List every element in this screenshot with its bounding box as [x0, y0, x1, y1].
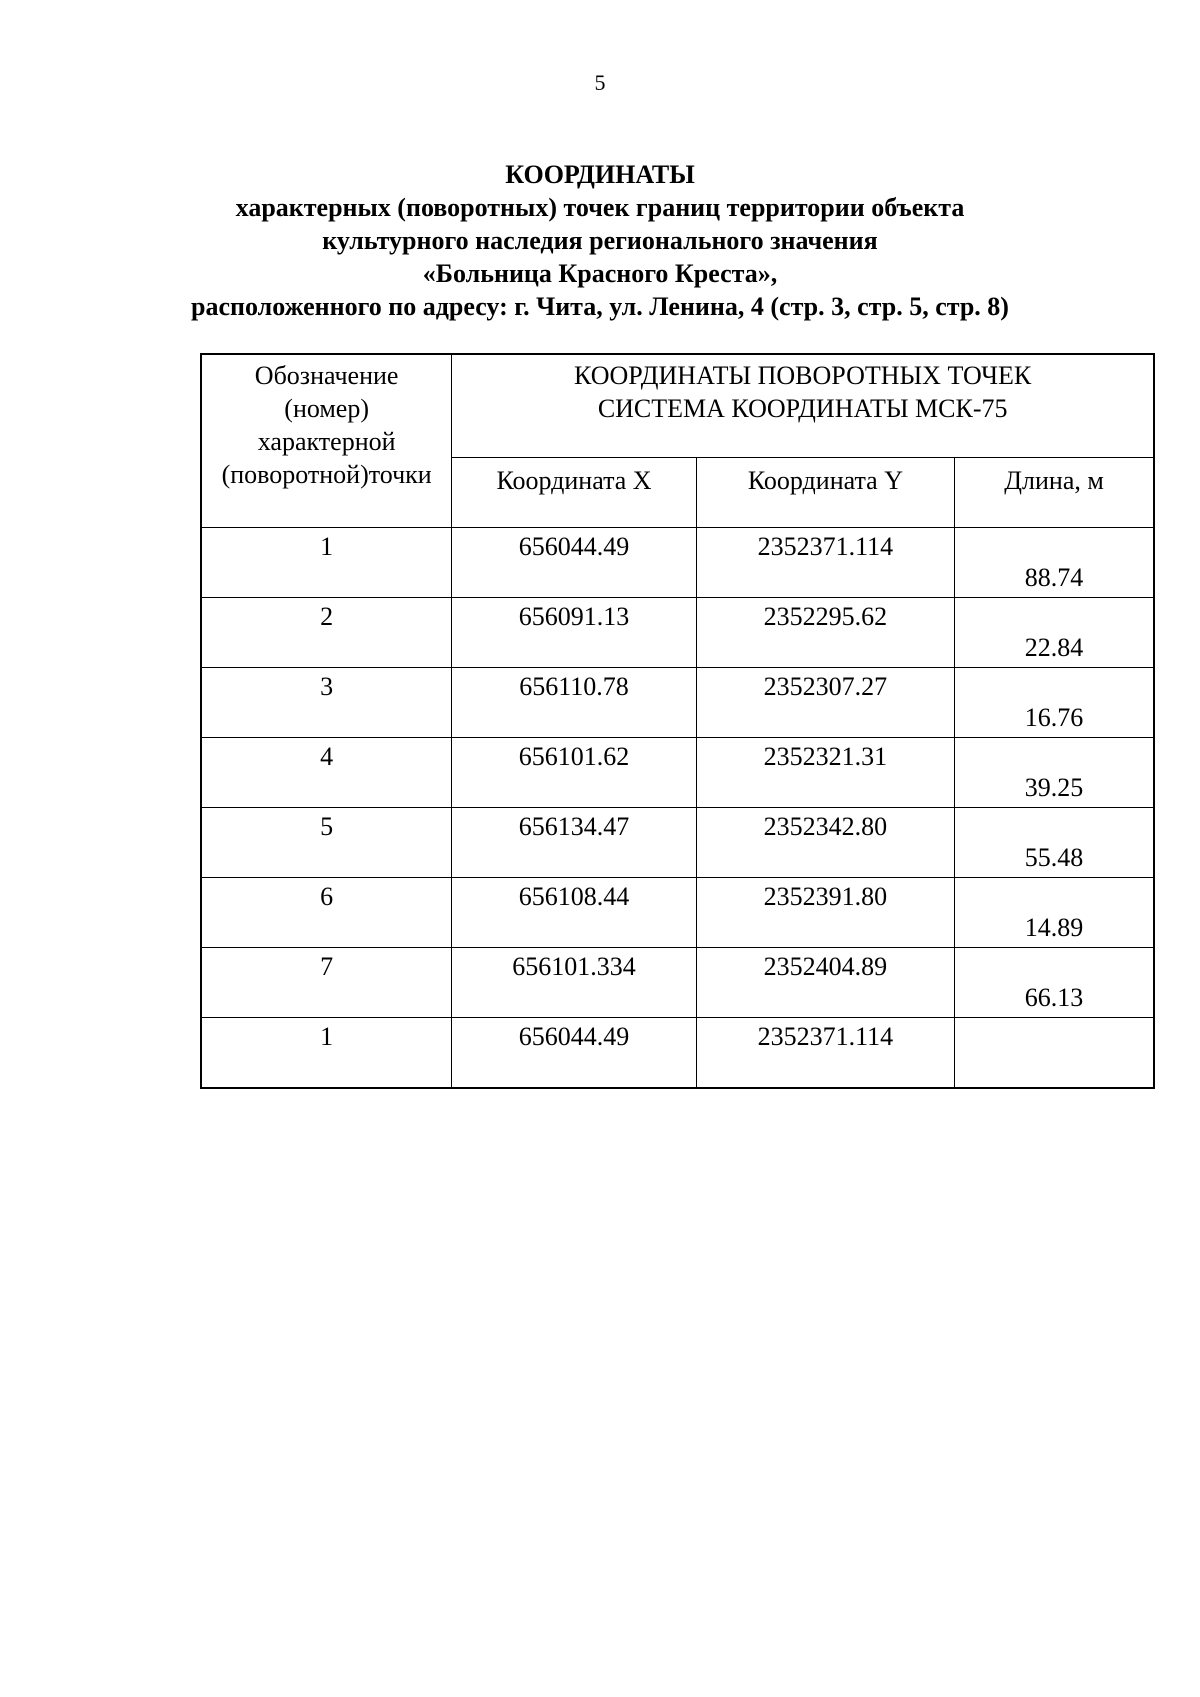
length-cell [955, 878, 1154, 948]
title-line: характерных (поворотных) точек границ территории объекта [235, 193, 965, 222]
table-row [201, 528, 1154, 598]
x-cell: 656101.334 [452, 948, 696, 1018]
point-cell: 1 [201, 1018, 452, 1089]
length-cell [955, 808, 1154, 878]
point-cell: 1 [201, 528, 452, 598]
group-header-line: СИСТЕМА КООРДИНАТЫ МСК-75 [597, 394, 1008, 423]
point-header-line: характерной [257, 427, 396, 456]
y-cell: 2352295.62 [696, 598, 954, 668]
length-cell [955, 668, 1154, 738]
table-row [201, 668, 1154, 738]
coordinates-group-header [452, 354, 1154, 458]
length-cell [955, 528, 1154, 598]
table-row [201, 878, 1154, 948]
table-row [201, 1018, 1154, 1089]
length-value: 22.84 [1024, 633, 1084, 662]
title-line: расположенного по адресу: г. Чита, ул. Ленина, 4 (стр. 3, стр. 5, стр. 8) [191, 292, 1009, 321]
table-header-row [201, 354, 1154, 458]
y-cell: 2352391.80 [696, 878, 954, 948]
title-heading: КООРДИНАТЫ [505, 160, 695, 189]
length-value: 55.48 [1024, 843, 1084, 872]
x-cell: 656134.47 [452, 808, 696, 878]
y-cell: 2352371.114 [696, 528, 954, 598]
point-cell: 2 [201, 598, 452, 668]
length-value: 39.25 [1024, 773, 1084, 802]
table-row [201, 738, 1154, 808]
x-cell: 656044.49 [452, 528, 696, 598]
point-cell: 5 [201, 808, 452, 878]
point-header-line: Обозначение [254, 361, 399, 390]
title-line: культурного наследия регионального значения [322, 226, 878, 255]
point-header-line: (поворотной)точки [221, 460, 432, 489]
y-cell: 2352342.80 [696, 808, 954, 878]
y-cell: 2352307.27 [696, 668, 954, 738]
x-cell: 656108.44 [452, 878, 696, 948]
length-cell [955, 948, 1154, 1018]
page-number: 5 [594, 70, 606, 95]
length-cell [955, 1018, 1154, 1089]
table-row [201, 948, 1154, 1018]
x-cell: 656101.62 [452, 738, 696, 808]
coordinates-table [200, 353, 1155, 1089]
length-value: 88.74 [1024, 563, 1084, 592]
document-title [150, 158, 1050, 323]
point-cell: 3 [201, 668, 452, 738]
y-cell: 2352321.31 [696, 738, 954, 808]
point-cell: 6 [201, 878, 452, 948]
point-cell: 4 [201, 738, 452, 808]
y-cell: 2352404.89 [696, 948, 954, 1018]
length-value: 66.13 [1024, 983, 1084, 1012]
x-cell: 656110.78 [452, 668, 696, 738]
point-cell: 7 [201, 948, 452, 1018]
table-row [201, 598, 1154, 668]
table-row [201, 808, 1154, 878]
x-column-header: Координата X [452, 458, 696, 528]
title-line: «Больница Красного Креста», [422, 259, 778, 288]
length-cell [955, 738, 1154, 808]
point-column-header [201, 354, 452, 528]
point-header-line: (номер) [284, 394, 370, 423]
length-value: 16.76 [1024, 703, 1084, 732]
group-header-line: КООРДИНАТЫ ПОВОРОТНЫХ ТОЧЕК [574, 361, 1032, 390]
length-value: 14.89 [1024, 913, 1084, 942]
x-cell: 656044.49 [452, 1018, 696, 1089]
y-column-header: Координата Y [696, 458, 954, 528]
length-cell [955, 598, 1154, 668]
y-cell: 2352371.114 [696, 1018, 954, 1089]
length-column-header: Длина, м [955, 458, 1154, 528]
x-cell: 656091.13 [452, 598, 696, 668]
